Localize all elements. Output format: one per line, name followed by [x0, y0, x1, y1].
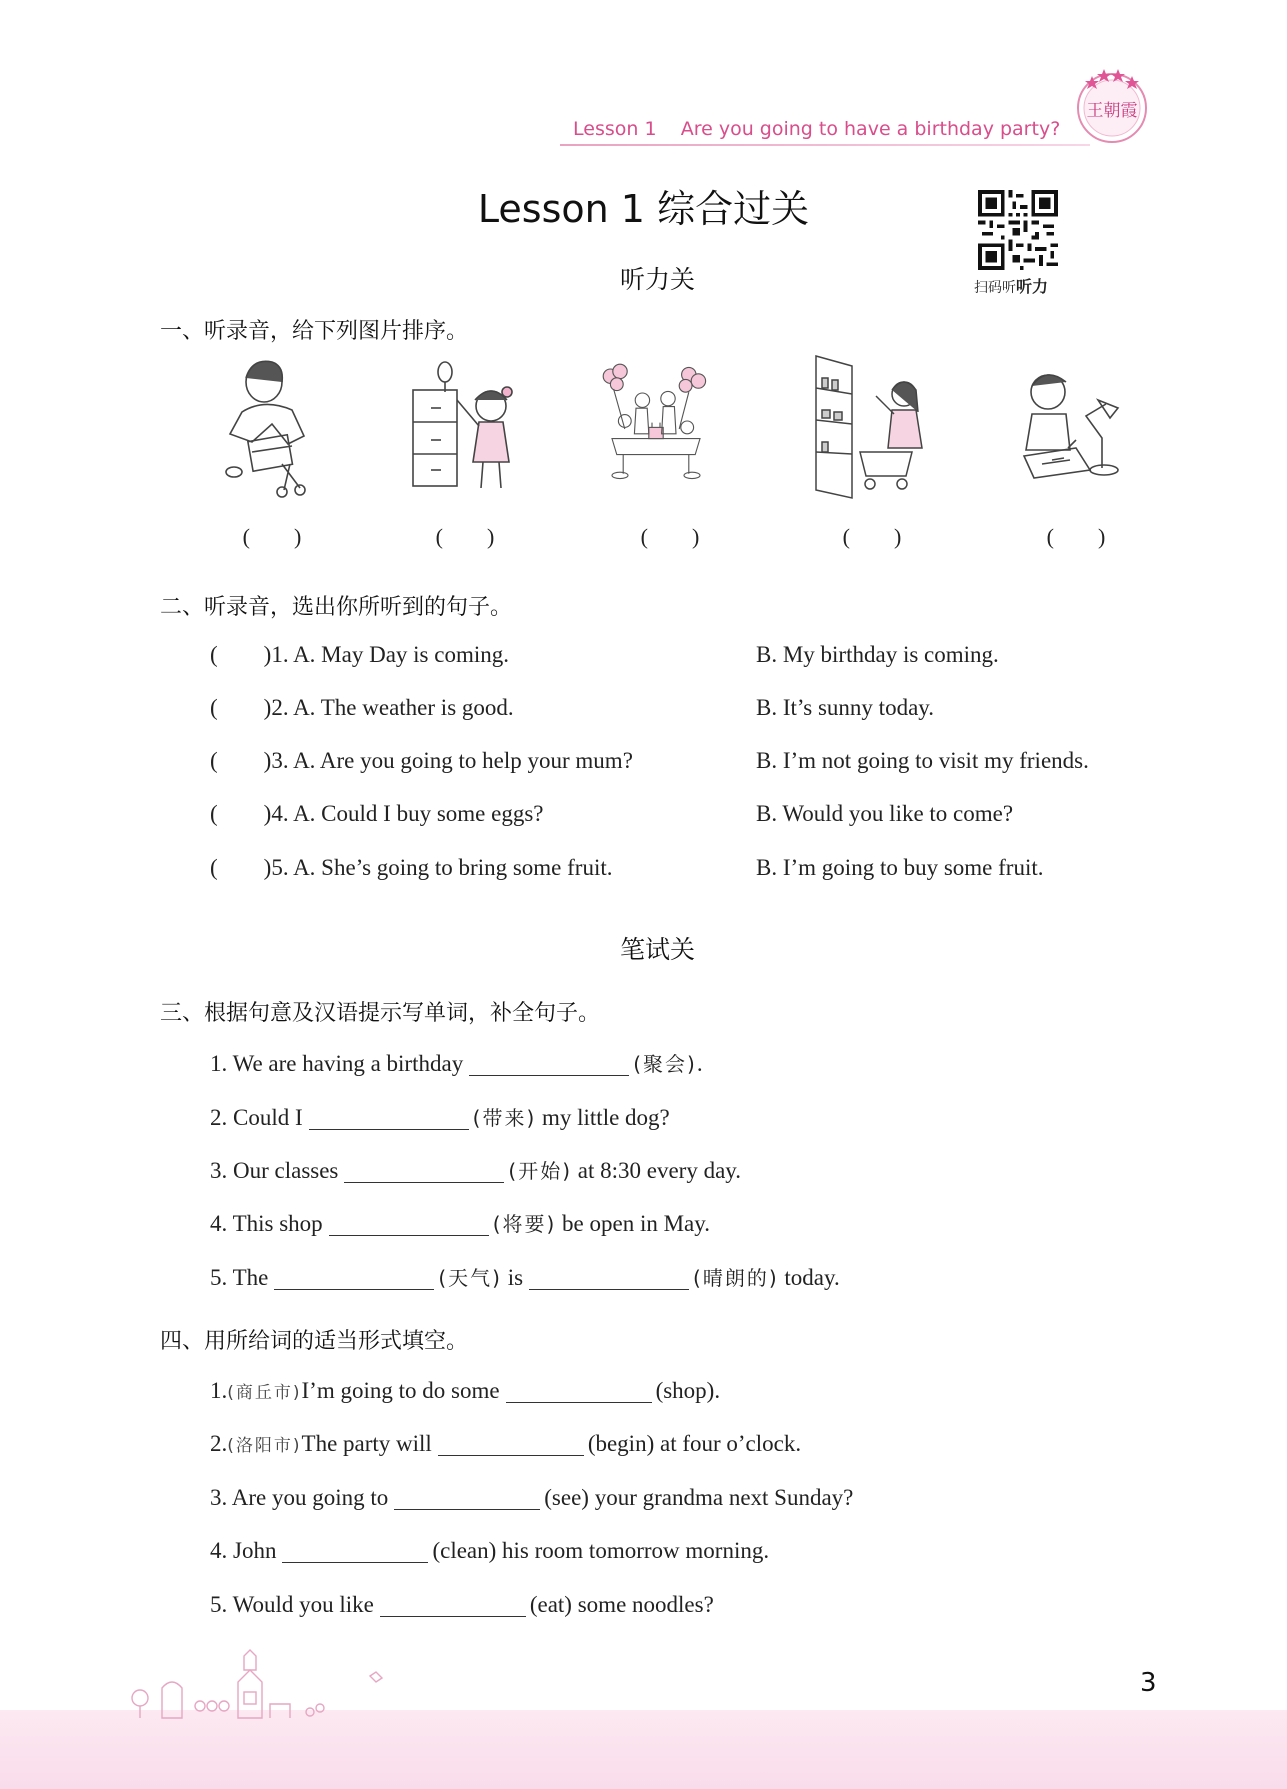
part1-heading: 一、听录音，给下列图片排序。	[160, 319, 469, 344]
answer-blank[interactable]	[274, 1265, 434, 1290]
part3-heading: 三、根据句意及汉语提示写单词，补全句子。	[160, 1001, 601, 1026]
part4-heading: 四、用所给词的适当形式填空。	[160, 1329, 469, 1354]
item-number: 2.	[210, 1431, 228, 1456]
part4-item-2	[210, 1431, 801, 1457]
running-header	[573, 118, 1060, 140]
header-lesson-question: Are you going to have a birthday party?	[680, 118, 1061, 140]
chinese-hint: (开始)	[508, 1159, 572, 1183]
answer-blank[interactable]	[438, 1431, 584, 1456]
man-wrapping-gift-icon	[212, 352, 332, 502]
given-word: (eat)	[529, 1592, 572, 1617]
picture-5-answer[interactable]: ( )	[1046, 524, 1106, 549]
item-text: at 8:30 every day.	[572, 1158, 742, 1183]
chinese-hint: (天气)	[438, 1266, 502, 1290]
question-row	[210, 642, 509, 672]
part4-item-1	[210, 1378, 720, 1404]
question-row	[210, 748, 633, 778]
item-number: 4.	[210, 1538, 228, 1563]
answer-blank[interactable]	[506, 1378, 652, 1403]
item-text: your grandma next Sunday?	[588, 1485, 854, 1510]
part3-item-1	[210, 1048, 703, 1077]
question-4-prefix[interactable]: ( )4.	[210, 801, 294, 826]
chinese-hint: (将要)	[492, 1212, 557, 1236]
qr-label-bold: 听力	[1016, 277, 1049, 296]
svg-text:王朝霞: 王朝霞	[1086, 101, 1138, 121]
question-5-option-b: B. I’m going to buy some fruit.	[756, 855, 1044, 880]
item-text: his room tomorrow morning.	[496, 1538, 770, 1563]
question-3-option-a: A. Are you going to help your mum?	[293, 748, 633, 773]
woman-shopping-supermarket-icon	[812, 352, 932, 502]
footer-band	[0, 1710, 1287, 1789]
answer-blank[interactable]	[380, 1592, 526, 1617]
part3-item-2	[210, 1102, 670, 1131]
question-3-prefix[interactable]: ( )3.	[210, 748, 294, 773]
given-word: (begin)	[587, 1431, 655, 1456]
question-row	[210, 695, 514, 725]
boy-writing-at-desk-icon	[1006, 352, 1126, 502]
question-1-option-b: B. My birthday is coming.	[756, 642, 999, 667]
page-number: 3	[1140, 1668, 1157, 1698]
item-number: 3.	[210, 1485, 228, 1510]
item-text: .	[696, 1051, 703, 1076]
city-source-label: (洛阳市)	[227, 1436, 302, 1456]
item-text: 2. Could I	[210, 1105, 303, 1130]
chinese-hint: (晴朗的)	[693, 1266, 779, 1290]
given-word: (see)	[544, 1485, 589, 1510]
item-number: 5.	[210, 1592, 228, 1617]
item-text: some noodles?	[571, 1592, 714, 1617]
part3-item-5	[210, 1262, 840, 1291]
answer-blank[interactable]	[344, 1158, 504, 1183]
question-2-option-b: B. It’s sunny today.	[756, 695, 935, 720]
question-row	[210, 855, 613, 885]
chinese-hint: (聚会)	[633, 1052, 697, 1076]
item-text: 1. We are having a birthday	[210, 1051, 464, 1076]
item-text: 3. Our classes	[210, 1158, 339, 1183]
question-1-option-a: A. May Day is coming.	[293, 642, 509, 667]
girl-decorating-cabinet-icon	[405, 352, 525, 502]
page-title: Lesson 1 综合过关	[477, 187, 810, 231]
item-text: 5. The	[210, 1265, 269, 1290]
part4-item-5	[210, 1592, 714, 1618]
item-text: The party will	[301, 1431, 432, 1456]
item-text: Are you going to	[231, 1485, 389, 1510]
header-lesson-label: Lesson 1	[573, 118, 657, 140]
city-source-label: (商丘市)	[227, 1383, 302, 1403]
listening-section-title: 听力关	[619, 265, 695, 294]
item-text: 4. This shop	[210, 1211, 323, 1236]
part2-heading: 二、听录音，选出你所听到的句子。	[160, 595, 513, 620]
question-5-prefix[interactable]: ( )5.	[210, 855, 294, 880]
answer-blank[interactable]	[309, 1105, 469, 1130]
picture-1-answer[interactable]: ( )	[242, 524, 302, 549]
picture-3-answer[interactable]: ( )	[640, 524, 700, 549]
picture-2-answer[interactable]: ( )	[435, 524, 495, 549]
item-text: be open in May.	[556, 1211, 711, 1236]
qr-code-icon[interactable]	[978, 190, 1058, 270]
item-text: .	[714, 1378, 721, 1403]
item-text: Would you like	[232, 1592, 374, 1617]
answer-blank[interactable]	[469, 1051, 629, 1076]
part3-item-4	[210, 1208, 710, 1237]
writing-section-title: 笔试关	[619, 935, 695, 964]
item-text: I’m going to do some	[301, 1378, 500, 1403]
question-4-option-a: A. Could I buy some eggs?	[293, 801, 544, 826]
answer-blank[interactable]	[394, 1485, 540, 1510]
answer-blank[interactable]	[529, 1265, 689, 1290]
question-1-prefix[interactable]: ( )1.	[210, 642, 294, 667]
item-text: John	[233, 1538, 277, 1563]
question-2-prefix[interactable]: ( )2.	[210, 695, 294, 720]
question-3-option-b: B. I’m not going to visit my friends.	[756, 748, 1089, 773]
item-number: 1.	[210, 1378, 228, 1403]
item-text: at four o’clock.	[654, 1431, 802, 1456]
item-text: my little dog?	[536, 1105, 670, 1130]
part4-item-4	[210, 1538, 769, 1564]
publisher-badge-logo	[1070, 62, 1154, 146]
part4-item-3	[210, 1485, 853, 1511]
answer-blank[interactable]	[329, 1211, 489, 1236]
footer-town-illustration-icon	[120, 1648, 400, 1720]
answer-blank[interactable]	[282, 1538, 428, 1563]
question-row	[210, 801, 543, 831]
given-word: (shop)	[655, 1378, 715, 1403]
birthday-party-with-balloons-icon	[596, 350, 716, 500]
given-word: (clean)	[432, 1538, 497, 1563]
picture-4-answer[interactable]: ( )	[842, 524, 902, 549]
question-4-option-b: B. Would you like to come?	[756, 801, 1014, 826]
item-text: is	[501, 1265, 524, 1290]
part3-item-3	[210, 1155, 741, 1184]
chinese-hint: (带来)	[472, 1106, 537, 1130]
question-2-option-a: A. The weather is good.	[293, 695, 514, 720]
header-divider	[560, 144, 1090, 146]
qr-label-prefix: 扫码听	[974, 280, 1016, 296]
item-text: today.	[778, 1265, 840, 1290]
question-5-option-a: A. She’s going to bring some fruit.	[293, 855, 613, 880]
